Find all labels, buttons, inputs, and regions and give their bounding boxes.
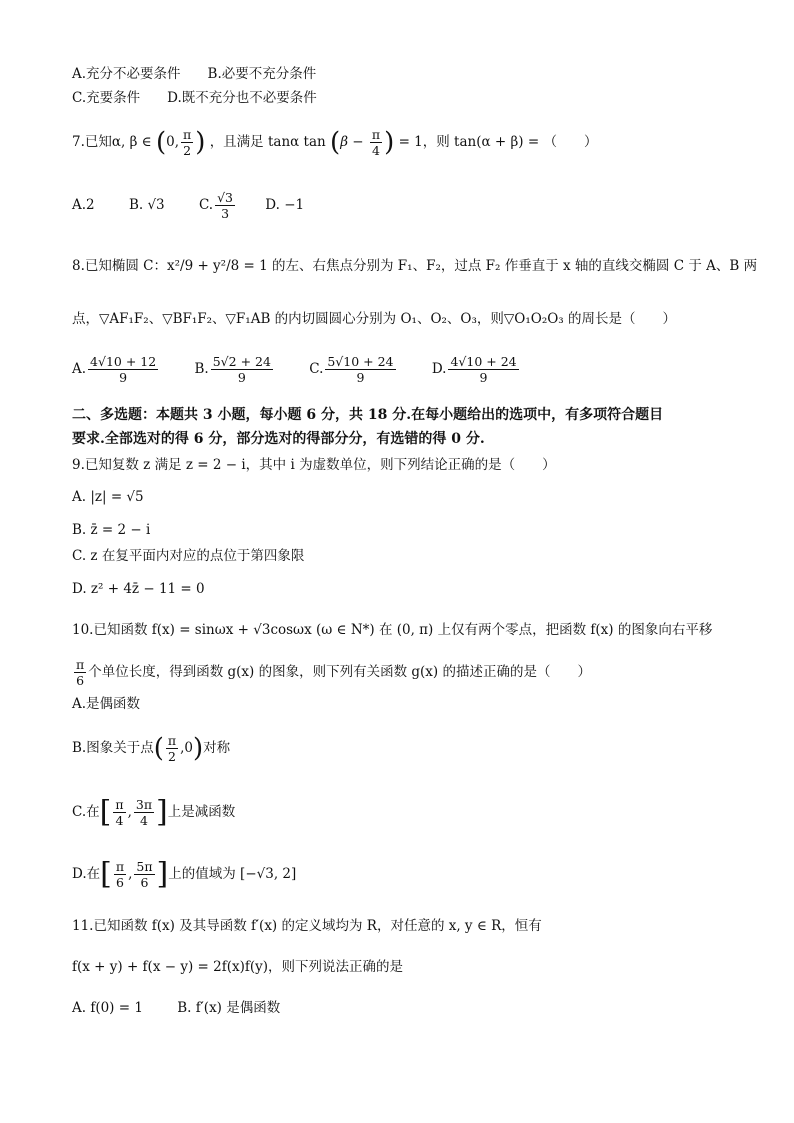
q7-option-d: D. −1 xyxy=(265,197,305,213)
left-paren: ( xyxy=(155,127,167,158)
question-7: 7.已知α, β ∈ (0, $\frac{\pi}{2}$ ) ，且满足 tanα tan (β − $\frac{\pi}{4}$ ) = 1，则 tan(α + β) = （ ） xyxy=(72,127,598,158)
q7-option-c: C. $\frac{√3}{3}$ xyxy=(198,190,233,221)
q7-tail: = 1，则 tan(α + β) = （ ） xyxy=(398,134,598,150)
q10-option-b: B.图象关于点( $\frac{\pi}{2}$ ,0)对称 xyxy=(72,733,231,764)
q8-option-b: B. $\frac{5√2 + 24}{9}$ xyxy=(194,354,271,385)
q11-option-a: A. f(0) = 1 xyxy=(72,1000,143,1016)
q9-option-b: B. z̄ = 2 − i xyxy=(72,522,151,538)
q10-option-d: D.在[ $\frac{\pi}{6}$ , $\frac{5\pi}{6}$ ]上的值域为 [−√3, 2] xyxy=(72,856,297,892)
question-10-line-2: $\frac{\pi}{6}$ 个单位长度，得到函数 g(x) 的图象，则下列有关函数 g(x) 的描述正确的是（ ） xyxy=(76,657,591,688)
section-2-heading-line-1: 二、多选题：本题共 3 小题，每小题 6 分，共 18 分.在每小题给出的选项中，有多项符合题目 xyxy=(72,407,664,423)
question-11-line-2: f(x + y) + f(x − y) = 2f(x)f(y)，则下列说法正确的是 xyxy=(72,959,404,975)
q8-option-c: C. $\frac{5√10 + 24}{9}$ xyxy=(309,354,394,385)
pi-over-2: $\frac{\pi}{2}$ xyxy=(183,127,192,158)
q11-options xyxy=(72,998,310,1018)
q10-option-c: C.在[ $\frac{\pi}{4}$ , $\frac{3\pi}{4}$ ]上是减函数 xyxy=(72,794,236,830)
section-2-heading-line-2: 要求.全部选对的得 6 分，部分选对的得部分分，有选错的得 0 分. xyxy=(72,431,485,447)
question-11-line-1: 11.已知函数 f(x) 及其导函数 f′(x) 的定义域均为 R，对任意的 x, y ∈ R，恒有 xyxy=(72,918,542,934)
q9-option-c: C. z 在复平面内对应的点位于第四象限 xyxy=(72,548,305,564)
q7-condition: ，且满足 tanα tan xyxy=(209,134,326,150)
q9-option-a: A. |z| = √5 xyxy=(72,489,144,505)
question-10-line-1: 10.已知函数 f(x) = sinωx + √3cosωx (ω ∈ N*) 在 (0, π) 上仅有两个零点，把函数 f(x) 的图象向右平移 xyxy=(72,622,713,638)
question-8-line-1: 8.已知椭圆 C：x²/9 + y²/8 = 1 的左、右焦点分别为 F₁、F₂，过点 F₂ 作垂直于 x 轴的直线交椭圆 C 于 A、B 两 xyxy=(72,258,758,274)
q7-option-a: A.2 xyxy=(72,197,95,213)
q7-options xyxy=(72,188,334,222)
q11-option-b: B. f′(x) 是偶函数 xyxy=(177,1000,281,1016)
question-8-line-2: 点，▽AF₁F₂、▽BF₁F₂、▽F₁AB 的内切圆圆心分别为 O₁、O₂、O₃，则▽O₁O₂O₃ 的周长是（ ） xyxy=(72,311,677,327)
right-paren: ) xyxy=(384,127,395,158)
q6-options-line-1: A.充分不必要条件 B.必要不充分条件 xyxy=(72,66,317,82)
q8-option-a: A. $\frac{4√10 + 12}{9}$ xyxy=(72,354,157,385)
right-paren: ) xyxy=(195,127,206,158)
q6-options-line-2: C.充要条件 D.既不充分也不必要条件 xyxy=(72,90,317,106)
left-paren: ( xyxy=(330,127,341,158)
q7-option-b: B. √3 xyxy=(128,197,165,213)
q10-option-a: A.是偶函数 xyxy=(72,696,141,712)
q9-option-d: D. z² + 4z̄ − 11 = 0 xyxy=(72,581,205,597)
q8-option-d: D. $\frac{4√10 + 24}{9}$ xyxy=(431,354,517,385)
q8-options xyxy=(72,352,551,386)
pi-over-6: $\frac{\pi}{6}$ xyxy=(76,657,85,688)
q7-prefix: 7.已知α, β ∈ xyxy=(72,134,152,150)
pi-over-4: $\frac{\pi}{4}$ xyxy=(371,127,381,158)
question-9-stem: 9.已知复数 z 满足 z = 2 − i，其中 i 为虚数单位，则下列结论正确的是（ ） xyxy=(72,457,556,473)
